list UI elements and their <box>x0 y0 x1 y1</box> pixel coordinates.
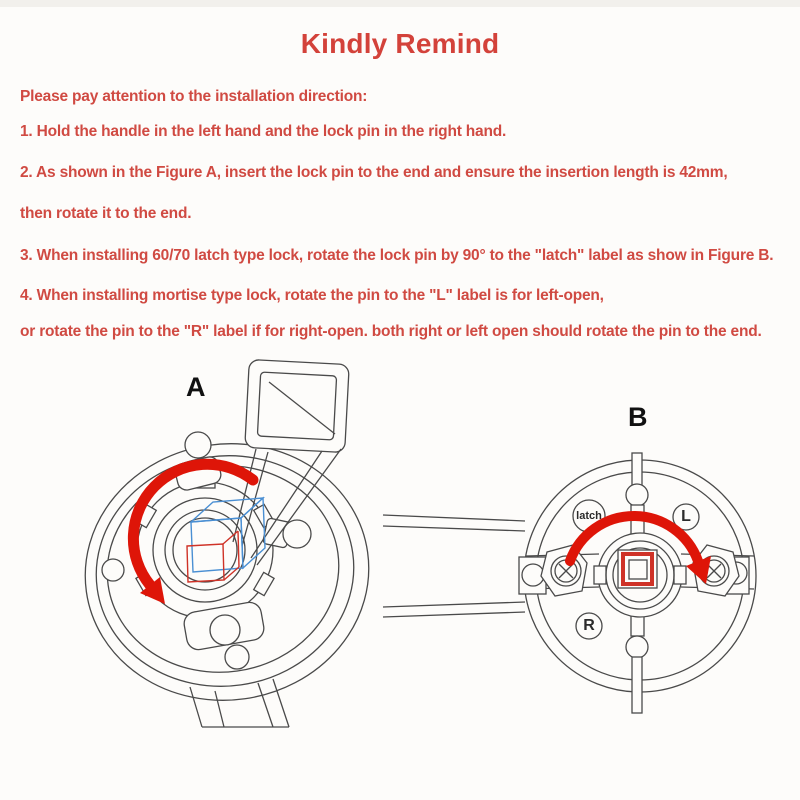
instruction-line-2b: then rotate it to the end. <box>20 205 192 222</box>
instruction-line-3: 3. When installing 60/70 latch type lock, rotate the lock pin by 90° to the "latch" label as show in Figure B. <box>20 247 774 264</box>
lock-pin-cube <box>187 531 239 582</box>
figure-a-drawing <box>75 350 395 750</box>
insertion-guide-cube <box>191 498 265 572</box>
instruction-intro: Please pay attention to the installation direction: <box>20 88 368 105</box>
figure-b-label: B <box>628 402 648 432</box>
left-open-badge: L <box>681 508 691 525</box>
instruction-line-4: 4. When installing mortise type lock, rotate the pin to the "L" label is for left-open, <box>20 287 604 304</box>
figure-b-drawing <box>375 395 800 725</box>
instruction-line-2: 2. As shown in the Figure A, insert the lock pin to the end and ensure the insertion length is 42mm, <box>20 164 728 181</box>
instruction-line-1: 1. Hold the handle in the left hand and the lock pin in the right hand. <box>20 123 507 140</box>
figure-a-label: A <box>186 372 206 402</box>
spindle-hub <box>594 533 686 617</box>
spindle-shaft-bottom <box>190 679 289 727</box>
figure-b-diagram <box>375 395 800 725</box>
lock-pin-shaft <box>383 515 525 617</box>
figure-a-diagram <box>75 350 395 750</box>
top-strip <box>0 0 800 7</box>
instruction-line-4b: or rotate the pin to the "R" label if for right-open. both right or left open should rotate the pin to the end. <box>20 323 762 340</box>
right-open-badge: R <box>583 617 595 634</box>
latch-badge: latch <box>576 510 602 522</box>
page-title: Kindly Remind <box>300 28 500 59</box>
